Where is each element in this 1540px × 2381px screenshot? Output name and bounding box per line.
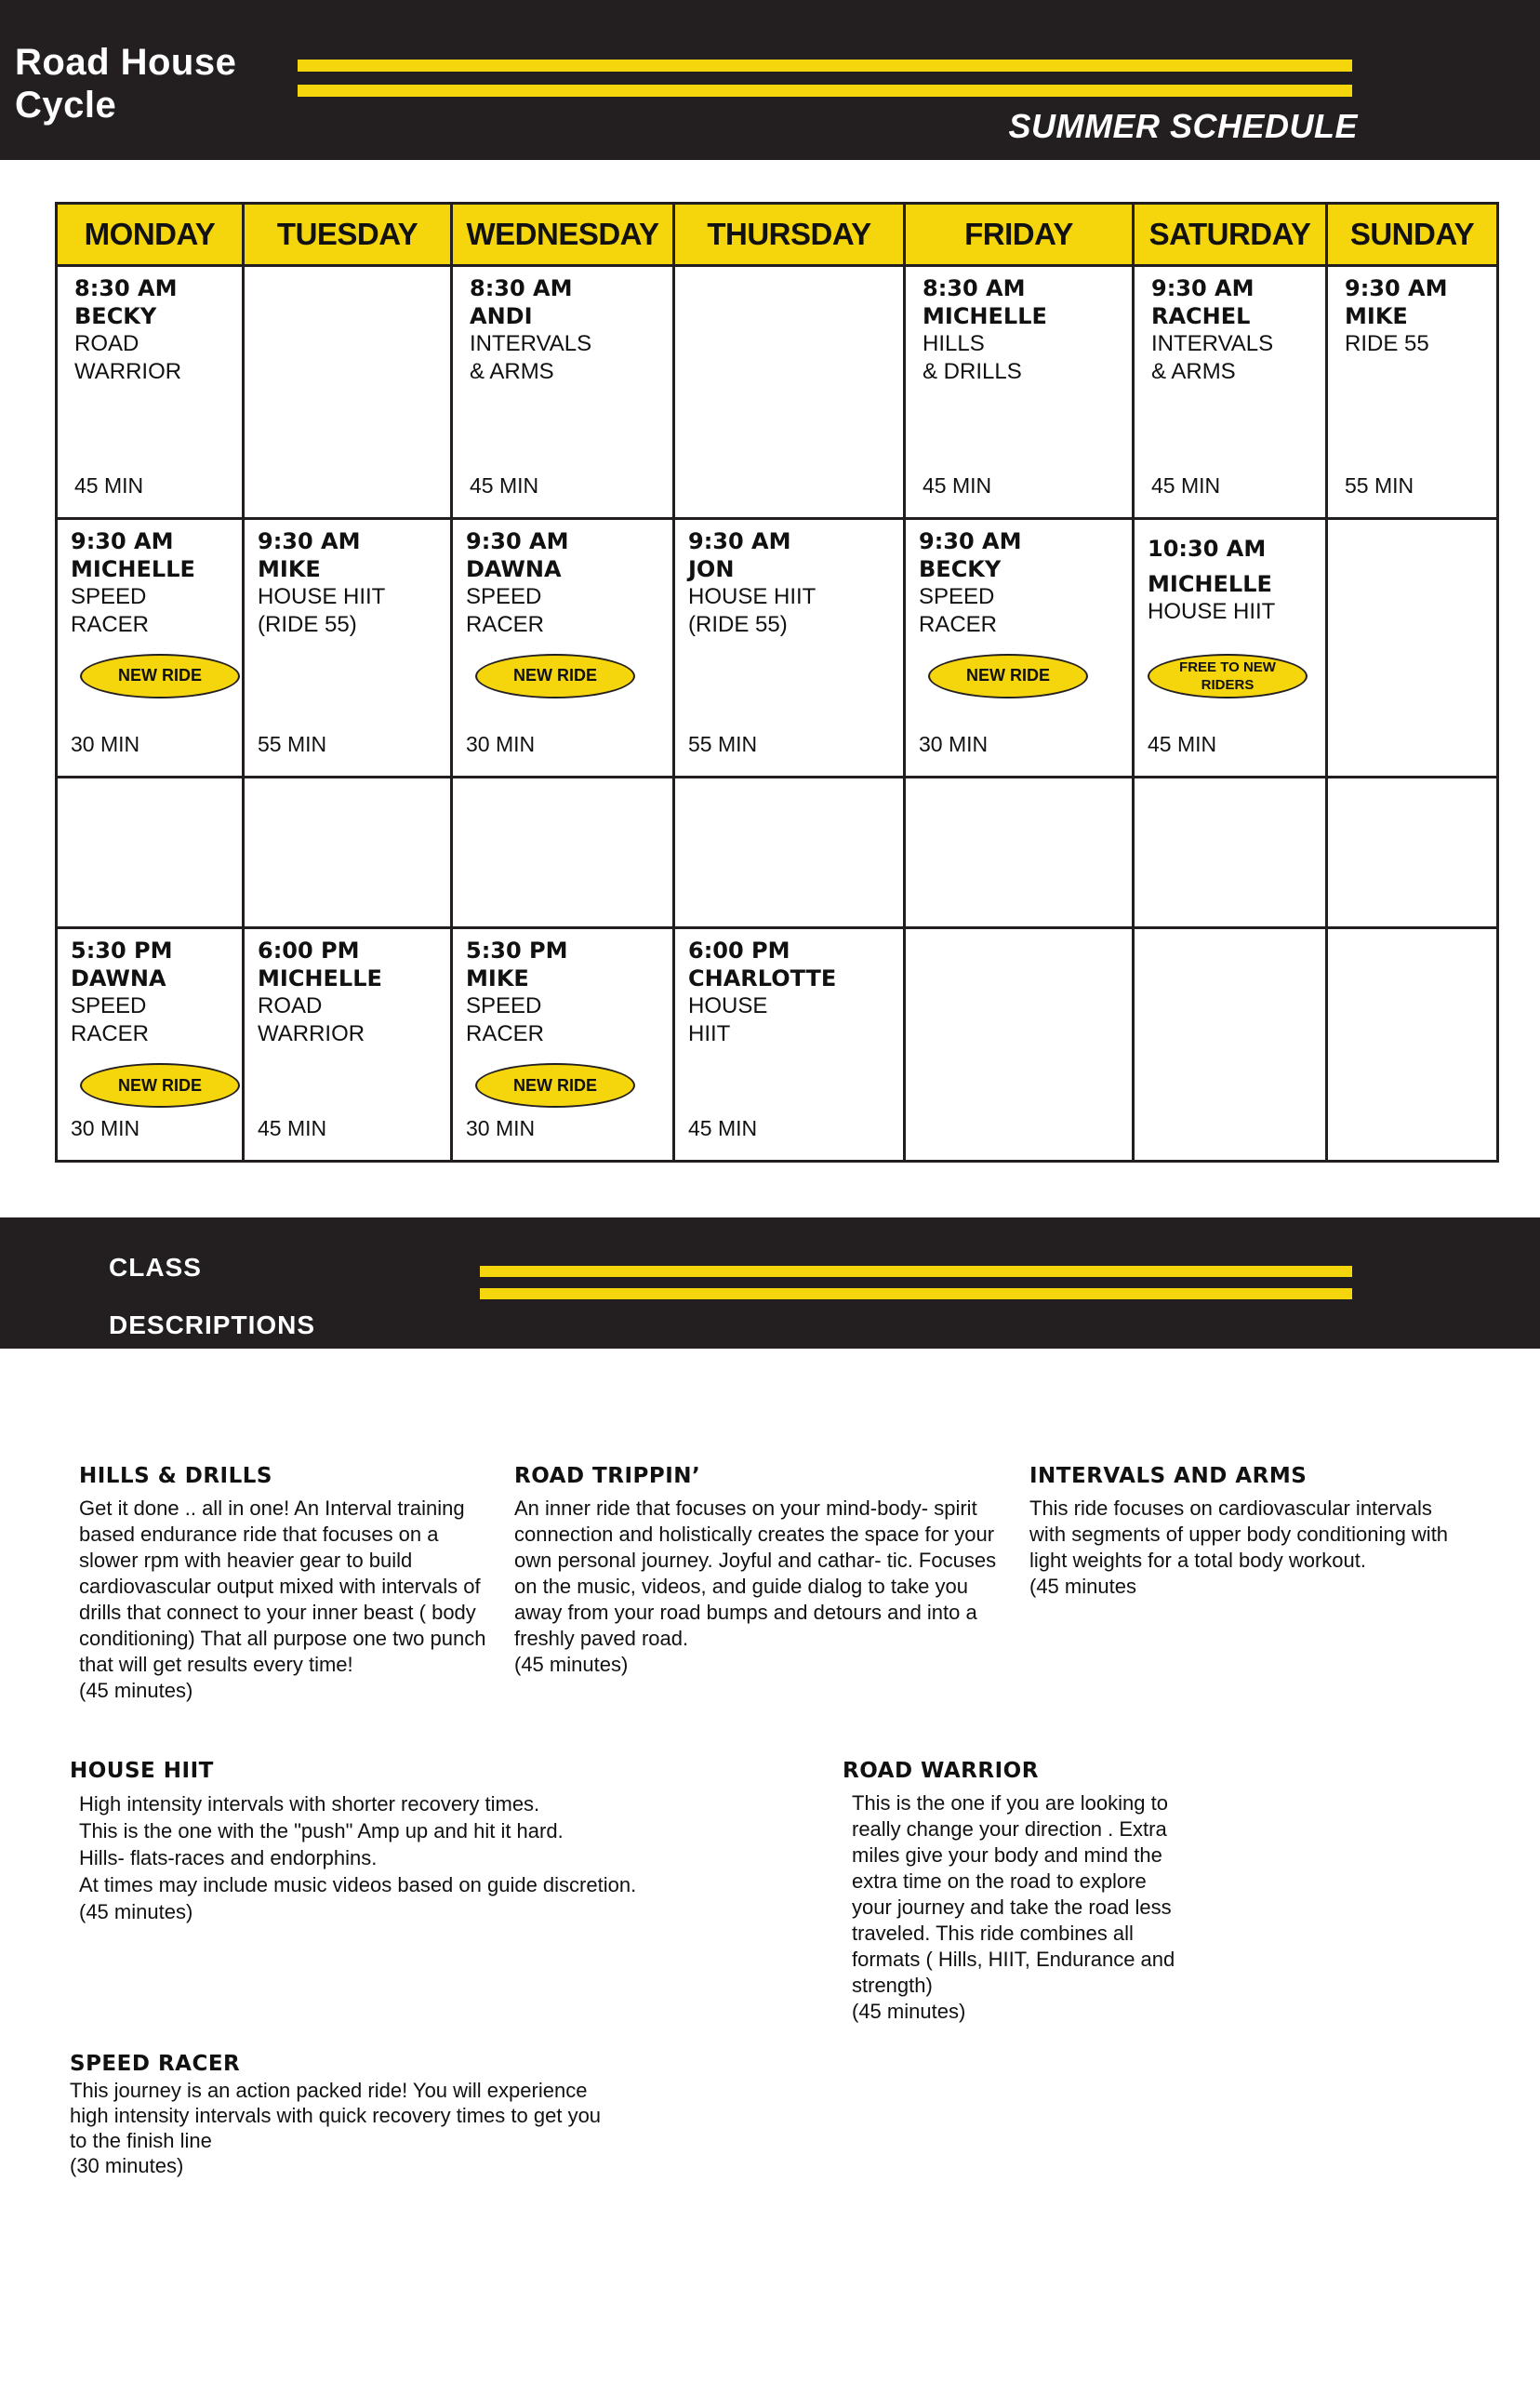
class-slot-content <box>1345 274 1491 512</box>
class-instructor: MIKE <box>1345 303 1408 329</box>
desc-title: HILLS & DRILLS <box>79 1464 272 1488</box>
empty-slot <box>1327 928 1498 1162</box>
class-duration: 30 MIN <box>919 732 989 757</box>
class-slot <box>905 266 1134 519</box>
class-name-line: RIDE 55 <box>1345 331 1429 356</box>
desc-body: Get it done .. all in one! An Interval training based endurance ride that focuses on a slower rpm with heavier gear to build cardiovascular output mixed with intervals of drills that connect to your inner beast ( body conditioning) That all purpose one two punch that will get results every time! (45 minutes) <box>79 1496 486 1702</box>
empty-slot <box>905 928 1134 1162</box>
desc-body: High intensity intervals with shorter recovery times. This is the one with the "push" Amp up and hit it hard. Hills- flats-races and endorphins. At times may include music videos based on guide discretion. (45 minutes) <box>79 1792 637 1923</box>
class-name-line: & DRILLS <box>923 359 1022 384</box>
descriptions-stripe-top <box>480 1266 1352 1277</box>
header-band <box>0 0 1540 160</box>
desc-body: This ride focuses on cardiovascular intervals with segments of upper body conditioning with light weights for a total body workout. (45 minutes <box>1029 1496 1449 1598</box>
class-name-line: HILLS <box>923 331 985 356</box>
class-slot <box>674 928 905 1162</box>
day-header: SUNDAY <box>1327 204 1498 266</box>
desc-title: HOUSE HIIT <box>70 1759 214 1783</box>
class-time: 9:30 AM <box>71 527 174 554</box>
new-ride-badge: NEW RIDE <box>928 654 1088 698</box>
brand-line-1: Road House <box>15 42 237 83</box>
class-slot-content <box>74 274 236 512</box>
class-slot <box>244 518 452 778</box>
new-ride-badge: NEW RIDE <box>475 654 635 698</box>
schedule-row <box>57 778 1498 928</box>
class-instructor: MICHELLE <box>923 303 1047 329</box>
class-instructor: MICHELLE <box>71 555 195 582</box>
schedule-row <box>57 928 1498 1162</box>
class-time: 10:30 AM <box>1148 535 1267 562</box>
class-duration: 45 MIN <box>74 472 144 498</box>
class-time: 9:30 AM <box>258 527 361 554</box>
class-time: 5:30 PM <box>71 938 173 964</box>
class-name-line: (RIDE 55) <box>258 611 357 637</box>
class-name-line: SPEED <box>71 993 147 1019</box>
desc-title: SPEED RACER <box>70 2052 241 2076</box>
class-name-line: ROAD <box>74 331 139 356</box>
class-name-line: SPEED <box>71 583 147 609</box>
class-slot <box>1327 266 1498 519</box>
class-slot-content <box>688 527 897 771</box>
desc-body: This journey is an action packed ride! You will experience high intensity intervals with quick recovery times to get you to the finish line (30 minutes) <box>70 2079 602 2177</box>
brand-line-2: Cycle <box>15 85 117 126</box>
class-slot-content <box>258 937 445 1154</box>
class-slot-content <box>470 274 667 512</box>
class-name-line: RACER <box>71 611 150 637</box>
class-duration: 45 MIN <box>923 472 992 498</box>
class-slot-content <box>1151 274 1320 512</box>
class-duration: 55 MIN <box>258 732 327 757</box>
descriptions-title-line-1: CLASS <box>109 1253 202 1282</box>
class-time: 9:30 AM <box>1345 275 1448 301</box>
class-instructor: JON <box>688 555 735 582</box>
class-name-line: SPEED <box>466 993 542 1019</box>
class-instructor: DAWNA <box>466 555 562 582</box>
class-duration: 45 MIN <box>1151 472 1221 498</box>
class-name-line: & ARMS <box>470 359 554 384</box>
desc-title: ROAD WARRIOR <box>843 1759 1039 1783</box>
empty-slot <box>674 778 905 928</box>
class-instructor: BECKY <box>919 555 1002 582</box>
new-ride-badge: NEW RIDE <box>80 654 240 698</box>
empty-slot <box>1134 778 1327 928</box>
class-time: 6:00 PM <box>258 938 360 964</box>
class-time: 9:30 AM <box>1151 275 1255 301</box>
class-duration: 45 MIN <box>688 1116 758 1140</box>
class-time: 6:00 PM <box>688 938 790 964</box>
desc-road-trippin <box>514 1464 1035 1678</box>
class-duration: 45 MIN <box>470 472 539 498</box>
class-slot <box>674 518 905 778</box>
class-slot <box>452 518 674 778</box>
empty-slot <box>905 778 1134 928</box>
day-header: TUESDAY <box>244 204 452 266</box>
day-header: MONDAY <box>57 204 244 266</box>
desc-body: This is the one if you are looking to really change your direction . Extra miles give your body and mind the extra time on the road to explore your journey and take the road less traveled. This ride combines all formats ( Hills, HIIT, Endurance and strength) (45 minutes) <box>852 1791 1175 2023</box>
class-slot <box>57 518 244 778</box>
class-slot-content <box>258 527 445 771</box>
class-slot <box>452 928 674 1162</box>
class-slot-content <box>71 937 236 1154</box>
class-instructor: CHARLOTTE <box>688 965 837 992</box>
schedule-subtitle: SUMMER SCHEDULE <box>1008 107 1358 145</box>
class-instructor: MIKE <box>258 555 321 582</box>
class-slot <box>452 266 674 519</box>
class-name-line: WARRIOR <box>258 1021 365 1047</box>
class-slot <box>57 266 244 519</box>
class-time: 8:30 AM <box>470 275 573 301</box>
class-duration: 30 MIN <box>71 732 140 757</box>
class-duration: 55 MIN <box>1345 472 1414 498</box>
class-name-line: RACER <box>466 1021 545 1047</box>
desc-road-warrior <box>843 1759 1401 2025</box>
empty-slot <box>674 266 905 519</box>
day-header: SATURDAY <box>1134 204 1327 266</box>
new-ride-badge: NEW RIDE <box>475 1063 635 1108</box>
class-slot <box>57 928 244 1162</box>
class-name-line: RACER <box>919 611 998 637</box>
desc-hills-drills <box>79 1464 516 1704</box>
class-duration: 30 MIN <box>466 732 536 757</box>
class-slot <box>1134 518 1327 778</box>
desc-speed-racer <box>70 2052 814 2178</box>
class-slot-content <box>466 937 667 1154</box>
class-name-line: HOUSE HIIT <box>1148 598 1276 624</box>
class-time: 8:30 AM <box>923 275 1026 301</box>
descriptions-band <box>0 1217 1540 1349</box>
desc-title: INTERVALS AND ARMS <box>1029 1464 1308 1488</box>
class-name-line: (RIDE 55) <box>688 611 788 637</box>
class-instructor: MICHELLE <box>258 965 382 992</box>
class-time: 8:30 AM <box>74 275 178 301</box>
class-instructor: RACHEL <box>1151 303 1251 329</box>
schedule-row <box>57 266 1498 519</box>
class-name-line: WARRIOR <box>74 359 182 384</box>
class-slot-content <box>688 937 897 1154</box>
desc-house-hiit <box>70 1759 814 1925</box>
class-slot-content <box>466 527 667 771</box>
class-name-line: & ARMS <box>1151 359 1236 384</box>
class-name-line: HOUSE HIIT <box>258 583 386 609</box>
class-duration: 55 MIN <box>688 732 758 757</box>
class-slot <box>905 518 1134 778</box>
class-name-line: RACER <box>71 1021 150 1047</box>
day-header-row <box>57 204 1498 266</box>
empty-slot <box>452 778 674 928</box>
empty-slot <box>57 778 244 928</box>
empty-slot <box>1327 518 1498 778</box>
class-time: 9:30 AM <box>466 527 569 554</box>
class-time: 5:30 PM <box>466 938 568 964</box>
class-instructor: DAWNA <box>71 965 166 992</box>
class-instructor: MIKE <box>466 965 529 992</box>
empty-slot <box>244 266 452 519</box>
class-slot <box>244 928 452 1162</box>
class-slot-content <box>71 527 236 771</box>
class-duration: 45 MIN <box>1148 732 1217 757</box>
empty-slot <box>1134 928 1327 1162</box>
descriptions-stripe-bottom <box>480 1288 1352 1299</box>
day-header: WEDNESDAY <box>452 204 674 266</box>
day-header: THURSDAY <box>674 204 905 266</box>
day-header: FRIDAY <box>905 204 1134 266</box>
class-name-line: INTERVALS <box>1151 331 1274 356</box>
class-slot-content <box>919 527 1126 771</box>
header-stripe-top <box>298 60 1352 72</box>
class-slot <box>1134 266 1327 519</box>
desc-body: An inner ride that focuses on your mind-body- spirit connection and holistically creates the space for your own personal journey. Joyful and cathar- tic. Focuses on the music, videos, and guide dialog to take you away from your road bumps and detours and into a freshly paved road. (45 minutes) <box>514 1496 997 1676</box>
class-time: 9:30 AM <box>688 527 791 554</box>
empty-slot <box>244 778 452 928</box>
class-instructor: BECKY <box>74 303 157 329</box>
class-duration: 30 MIN <box>466 1116 536 1140</box>
schedule-row <box>57 518 1498 778</box>
header-stripe-bottom <box>298 85 1352 97</box>
brand-logo <box>15 41 236 126</box>
class-slot-content <box>1148 535 1320 771</box>
desc-intervals-arms <box>1029 1464 1532 1600</box>
schedule-table <box>55 202 1499 1163</box>
class-name-line: HIIT <box>688 1021 731 1047</box>
class-name-line: INTERVALS <box>470 331 592 356</box>
descriptions-title-line-2: DESCRIPTIONS <box>109 1310 316 1339</box>
class-name-line: SPEED <box>466 583 542 609</box>
free-badge: FREE TO NEW RIDERS <box>1148 654 1308 698</box>
class-time: 9:30 AM <box>919 527 1022 554</box>
class-instructor: MICHELLE <box>1148 570 1272 597</box>
class-name-line: RACER <box>466 611 545 637</box>
desc-title: ROAD TRIPPIN’ <box>514 1464 701 1488</box>
class-name-line: SPEED <box>919 583 995 609</box>
class-slot-content <box>923 274 1126 512</box>
class-name-line: HOUSE HIIT <box>688 583 816 609</box>
new-ride-badge: NEW RIDE <box>80 1063 240 1108</box>
class-duration: 30 MIN <box>71 1116 140 1140</box>
empty-slot <box>1327 778 1498 928</box>
class-name-line: ROAD <box>258 993 323 1019</box>
class-name-line: HOUSE <box>688 993 768 1019</box>
class-duration: 45 MIN <box>258 1116 327 1140</box>
class-instructor: ANDI <box>470 303 533 329</box>
